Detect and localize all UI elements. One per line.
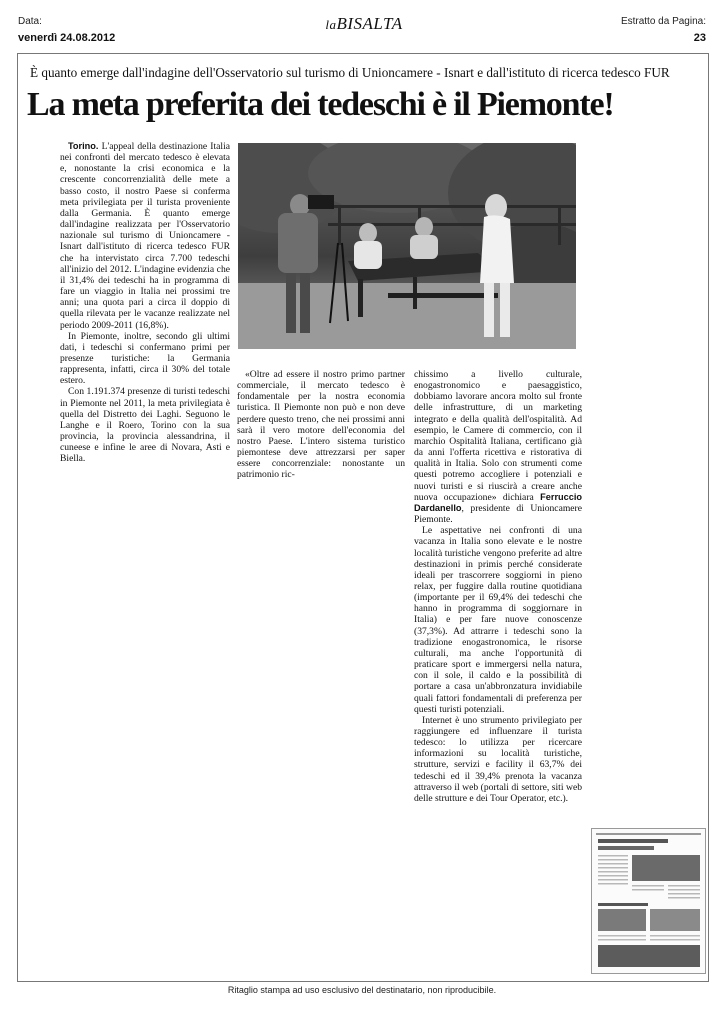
masthead-name: BISALTA [336,14,403,33]
col3-paragraph-1-end: , presidente di Unioncamere Piemonte. [414,502,582,526]
article-column-3 [414,369,582,804]
article-headline: La meta preferita dei tedeschi è il Piemonte! [27,86,614,123]
dateline: Torino. [68,141,99,151]
article-column-1 [60,141,230,465]
article-photo [238,143,576,349]
masthead-la: la [325,17,337,32]
page-number: 23 [693,32,706,44]
footer-notice: Ritaglio stampa ad uso esclusivo del destinatario, non riproducibile. [227,985,497,995]
date-label: Data: [18,16,42,27]
col3-paragraph-1: chissimo a livello culturale, enogastronomico e paesaggistico, dobbiamo lavorare ancora molto sul fronte delle infrastrutture, di un marketing integrato e della qualità dell'ospitalità. Ad esempio, le Camere di commercio, con il marchio Ospitalità Italiana, certificano già da anni l'offerta ricettiva e ristorativa di qualità in Italia. Solo con strumenti come questi potremo accogliere i potenziali e nuovi turisti e si riuscirà a creare anche nuova occupazione» dichiara [414,369,582,503]
col1-paragraph-2: In Piemonte, inoltre, secondo gli ultimi dati, i tedeschi si confermano primi per presenze turistiche: la Germania rappresenta, infatti, circa il 30% del totale estero. [60,330,230,387]
article-column-2 [237,369,405,481]
col2-paragraph-1: «Oltre ad essere il nostro primo partner commerciale, il mercato tedesco è fondamentale per la nostra economia turistica. Il Piemonte non può e non deve perdere questo treno, che nei prossimi anni sarà il vero motore dell'economia del nostro Paese. L'intero sistema turistico piemontese deve attrezzarsi per saper essere concorrenziale: nonostante un patrimonio ric- [237,369,405,481]
col3-paragraph-2: Le aspettative nei confronti di una vacanza in Italia sono elevate e le nostre località turistiche vengono preferite ad altre destinazioni in primis perché considerate ideali per trascorrere soggiorni in pieno relax, per fuggire dalla routine quotidiana (importante per il 69,4% dei tedeschi che hanno in programma di soggiornare in Italia) e per fare nuove conoscenze (37,3%). Ad attrarre i tedeschi sono la tradizione enogastronomica, le risorse culturali, ma anche l'opportunità di praticare sport e immergersi nella natura, con il sole, il caldo e la possibilità di portare a casa un'abbronzatura invidiabile quali fattori fondamentali di preferenza per questi turisti potenziali. [414,525,582,715]
speaker-name: Ferruccio Dardanello [414,491,583,513]
page-label: Estratto da Pagina: [620,16,706,27]
col1-paragraph-1: L'appeal della destinazione Italia nei confronti del mercato tedesco è elevata e, nonostante la crisi economica e la crescente concorrenzialità delle mete a basso costo, il nostro Paese si conferma meta privilegiata per il turista proveniente dalla Germania. È quanto emerge dall'indagine realizzata per l'Osservatorio nazionale sul turismo di Unioncamere - Isnart dall'istituto di ricerca tedesco FUR che ha intervistato circa 7.700 tedeschi all'inizio del 2012. L'indagine evidenzia che il 31,4% dei tedeschi ha in programma di fare un viaggio in Italia nei prossimi tre anni; una quota pari a circa il doppio di quella rilevata per le vacanze realizzate nel periodo 2009-2011 (16,8%). [60,141,230,331]
page-thumbnail [591,828,706,974]
col1-paragraph-3: Con 1.191.374 presenze di turisti tedeschi in Piemonte nel 2011, la meta privilegiata è quella del Distretto dei Laghi. Seguono le Langhe e il Roero, Torino con la sua provincia, la provincia alessandrina, il cuneese e infine le aree di Novara, Asti e Biella. [60,386,230,465]
masthead-logo [318,14,410,34]
col3-paragraph-3: Internet è uno strumento privilegiato per raggiungere ed influenzare il turista tedesco: lo utilizza per ricercare informazioni su località turistiche, strutture, servizi e facility il 63,7% dei tedeschi ed il 39,4% prenota la vacanza attraverso il web (portali di settore, siti web delle strutture e dei Tour Operator, etc.). [414,714,582,804]
publication-date: venerdì 24.08.2012 [18,32,116,44]
article-kicker: È quanto emerge dall'indagine dell'Osservatorio sul turismo di Unioncamere - Isnart e dall'istituto di ricerca tedesco FUR [30,65,670,80]
